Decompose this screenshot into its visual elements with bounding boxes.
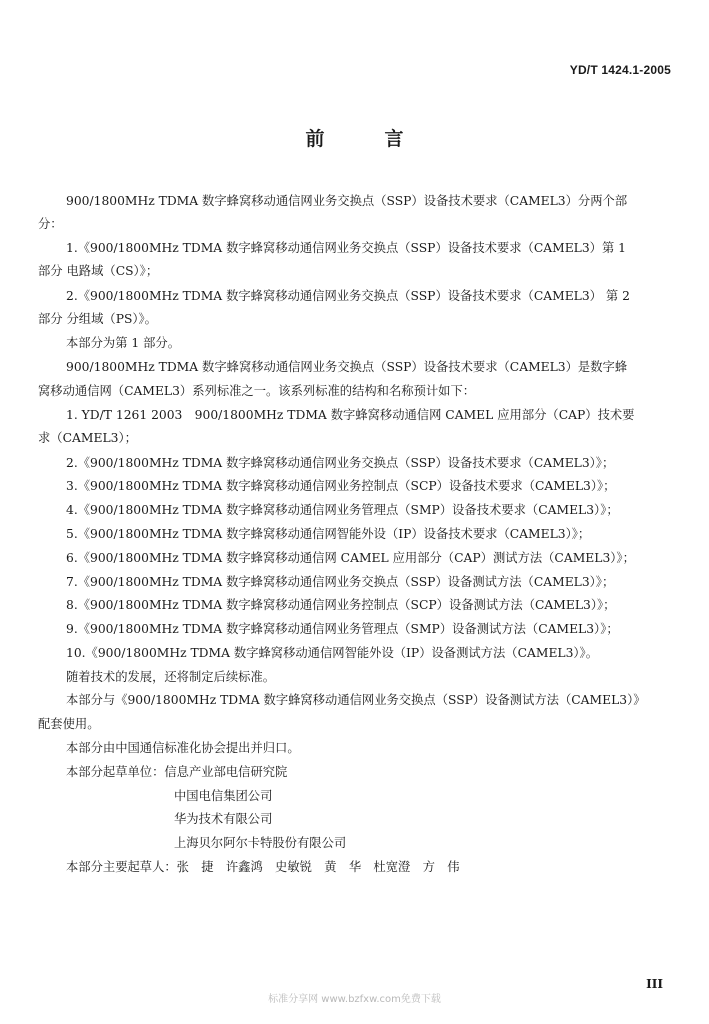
paragraph-line: 部分 分组域（PS）》。 xyxy=(38,312,157,326)
list-item: 9.《900/1800MHz TDMA 数字蜂窝移动通信网业务管理点（SMP）设备测试方法（CAMEL3）》； xyxy=(66,622,619,636)
paragraph-line: 900/1800MHz TDMA 数字蜂窝移动通信网业务交换点（SSP）设备技术要求（CAMEL3）是数字蜂 xyxy=(66,360,628,374)
list-item: 6.《900/1800MHz TDMA 数字蜂窝移动通信网 CAMEL 应用部分（CAP）测试方法（CAMEL3）》； xyxy=(66,551,635,565)
list-item: 1.《900/1800MHz TDMA 数字蜂窝移动通信网业务交换点（SSP）设备技术要求（CAMEL3）第 1 xyxy=(66,241,626,255)
drafting-org: 中国电信集团公司 xyxy=(174,789,273,803)
watermark: 标准分享网 www.bzfxw.com免费下载 xyxy=(268,994,441,1005)
paragraph-line: 本部分与《900/1800MHz TDMA 数字蜂窝移动通信网业务交换点（SSP）设备测试方法（CAMEL3）》 xyxy=(66,693,646,707)
document-code: YD/T 1424.1-2005 xyxy=(569,63,671,77)
paragraph-line: 窝移动通信网（CAMEL3）系列标准之一。该系列标准的结构和名称预计如下： xyxy=(38,384,476,398)
list-item: 4.《900/1800MHz TDMA 数字蜂窝移动通信网业务管理点（SMP）设备技术要求（CAMEL3）》； xyxy=(66,503,619,517)
paragraph-line: 配套使用。 xyxy=(38,717,100,731)
paragraph-line: 900/1800MHz TDMA 数字蜂窝移动通信网业务交换点（SSP）设备技术要求（CAMEL3）分两个部 xyxy=(66,194,628,208)
drafters-line: 本部分主要起草人：张 捷 许鑫鸿 史敏锐 黄 华 杜宽澄 方 伟 xyxy=(66,860,460,874)
list-item: 2.《900/1800MHz TDMA 数字蜂窝移动通信网业务交换点（SSP）设备技术要求（CAMEL3）》； xyxy=(66,456,615,470)
drafting-org: 上海贝尔阿尔卡特股份有限公司 xyxy=(174,836,347,850)
paragraph-line: 求（CAMEL3）； xyxy=(38,431,137,445)
page-title: 前言 xyxy=(305,128,464,150)
list-item: 5.《900/1800MHz TDMA 数字蜂窝移动通信网智能外设（IP）设备技术要求（CAMEL3）》； xyxy=(66,527,591,541)
list-item: 2.《900/1800MHz TDMA 数字蜂窝移动通信网业务交换点（SSP）设备技术要求（CAMEL3） 第 2 xyxy=(66,289,630,303)
page-number: III xyxy=(646,977,663,991)
list-item: 10.《900/1800MHz TDMA 数字蜂窝移动通信网智能外设（IP）设备测试方法（CAMEL3）》。 xyxy=(66,646,599,660)
paragraph-line: 部分 电路域（CS）》； xyxy=(38,264,159,278)
paragraph-line: 本部分为第 1 部分。 xyxy=(66,336,181,350)
paragraph-line: 随着技术的发展，还将制定后续标准。 xyxy=(66,670,276,684)
list-item: 8.《900/1800MHz TDMA 数字蜂窝移动通信网业务控制点（SCP）设备测试方法（CAMEL3）》； xyxy=(66,598,616,612)
paragraph-line: 分： xyxy=(38,217,63,231)
drafting-org: 本部分起草单位：信息产业部电信研究院 xyxy=(66,765,288,779)
paragraph-line: 本部分由中国通信标准化协会提出并归口。 xyxy=(66,741,300,755)
list-item: 3.《900/1800MHz TDMA 数字蜂窝移动通信网业务控制点（SCP）设备技术要求（CAMEL3）》； xyxy=(66,479,616,493)
list-item: 7.《900/1800MHz TDMA 数字蜂窝移动通信网业务交换点（SSP）设备测试方法（CAMEL3）》； xyxy=(66,575,615,589)
drafting-org: 华为技术有限公司 xyxy=(174,812,273,826)
list-item: 1. YD/T 1261 2003 900/1800MHz TDMA 数字蜂窝移动通信网 CAMEL 应用部分（CAP）技术要 xyxy=(66,408,635,422)
